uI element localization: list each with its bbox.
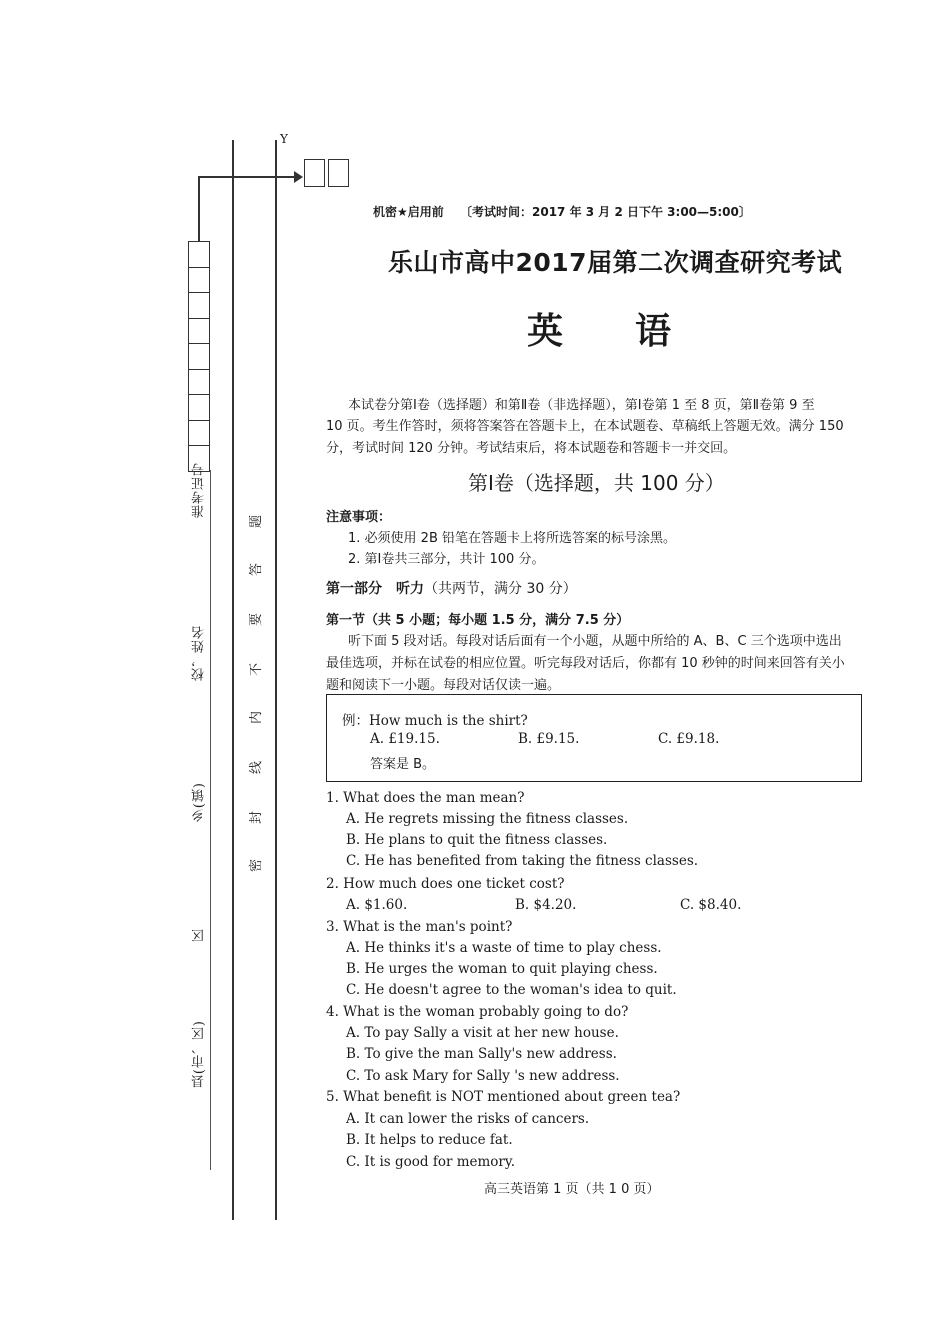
label-exam-number: 准考证号 [192,462,207,518]
seal-char: 不 [249,662,265,677]
exam-time: 〔考试时间：2017 年 3 月 2 日下午 3:00—5:00〕 [460,205,751,219]
q2-option-b: B. $4.20. [515,897,577,913]
question-1: 1. What does the man mean? [326,790,525,806]
q5-option-a: A. It can lower the risks of cancers. [346,1111,590,1127]
q2-option-a: A. $1.60. [346,897,408,913]
id-number-boxes [188,241,210,472]
seal-char: 封 [249,810,265,825]
main-title: 乐山市高中2017届第二次调查研究考试 [388,248,843,277]
notice-item: 2. 第Ⅰ卷共三部分，共计 100 分。 [348,552,545,567]
q4-option-c: C. To ask Mary for Sally 's new address. [346,1068,620,1084]
id-box [188,293,210,319]
subject-title: 英 语 [527,311,672,352]
seal-char: 密 [249,858,265,873]
question-4: 4. What is the woman probably going to do? [326,1004,629,1020]
directions-line: 题和阅读下一小题。每段对话仅读一遍。 [326,678,561,693]
question-2: 2. How much does one ticket cost? [326,876,565,892]
page-footer: 高三英语第 1 页（共 1 0 页） [484,1182,660,1197]
question-5: 5. What benefit is NOT mentioned about green tea? [326,1089,681,1105]
binding-line-left [232,140,234,1220]
connector-vertical [198,176,200,242]
id-box [188,241,210,268]
intro-line: 10 页。考生作答时，须将答案答在答题卡上，在本试题卷、草稿纸上答题无效。满分 150 [326,419,844,434]
label-county: 县(市、区) [192,1020,207,1089]
q1-option-c: C. He has benefited from taking the fitness classes. [346,853,699,869]
seal-char: 答 [249,562,265,577]
seal-char: 线 [249,760,265,775]
part1-subtitle: （共两节，满分 30 分） [424,581,577,597]
part1-title [326,578,577,598]
q2-option-c: C. $8.40. [680,897,742,913]
q5-option-c: C. It is good for memory. [346,1154,516,1170]
example-option-b: B. £9.15. [518,731,580,747]
connector-horizontal [198,176,296,178]
intro-line: 本试卷分第Ⅰ卷（选择题）和第Ⅱ卷（非选择题），第Ⅰ卷第 1 至 8 页，第Ⅱ卷第 9 至 [348,398,815,413]
arrow-head-icon [294,171,303,183]
q1-option-b: B. He plans to quit the fitness classes. [346,832,608,848]
notice-heading: 注意事项： [326,510,392,525]
seal-char: 内 [249,710,265,725]
fill-in-line [210,470,211,1170]
label-district: 区 [192,928,207,942]
q3-option-a: A. He thinks it's a waste of time to play chess. [346,940,662,956]
q3-option-b: B. He urges the woman to quit playing chess. [346,961,658,977]
id-box [188,370,210,396]
example-question: 例：How much is the shirt? [342,713,528,729]
q4-option-a: A. To pay Sally a visit at her new house. [346,1025,619,1041]
example-option-c: C. £9.18. [658,731,720,747]
example-option-a: A. £19.15. [370,731,440,747]
part1-title-text: 第一部分 听力 [326,581,424,597]
section1-heading: 第一节（共 5 小题；每小题 1.5 分，满分 7.5 分） [326,613,630,628]
q1-option-a: A. He regrets missing the fitness classes. [346,811,629,827]
corner-mark: Y [280,132,288,146]
notice-item: 1. 必须使用 2B 铅笔在答题卡上将所选答案的标号涂黑。 [348,531,676,546]
directions-line: 听下面 5 段对话。每段对话后面有一个小题，从题中所给的 A、B、C 三个选项中选出 [348,634,842,649]
label-town: 乡(镇) [192,782,207,823]
q5-option-b: B. It helps to reduce fat. [346,1132,513,1148]
confidential-mark: 机密★启用前 [373,205,444,219]
id-box [188,421,210,447]
directions-line: 最佳选项，并标在试卷的相应位置。听完每段对话后，你都有 10 秒钟的时间来回答有关小 [326,656,845,671]
example-answer: 答案是 B。 [370,757,436,772]
intro-line: 分，考试时间 120 分钟。考试结束后，将本试题卷和答题卡一并交回。 [326,441,737,456]
id-box [188,395,210,421]
id-box [188,319,210,345]
label-school-name: 校，姓名 [192,625,207,681]
section-title: 第Ⅰ卷（选择题，共 100 分） [468,471,725,495]
binding-line-right [275,140,277,1220]
q4-option-b: B. To give the man Sally's new address. [346,1046,617,1062]
question-3: 3. What is the man's point? [326,919,513,935]
id-box [188,268,210,294]
seal-char: 题 [249,514,265,529]
corner-box-1 [304,159,325,187]
corner-box-2 [328,159,349,187]
q3-option-c: C. He doesn't agree to the woman's idea to quit. [346,982,677,998]
id-box [188,344,210,370]
seal-char: 要 [249,612,265,627]
